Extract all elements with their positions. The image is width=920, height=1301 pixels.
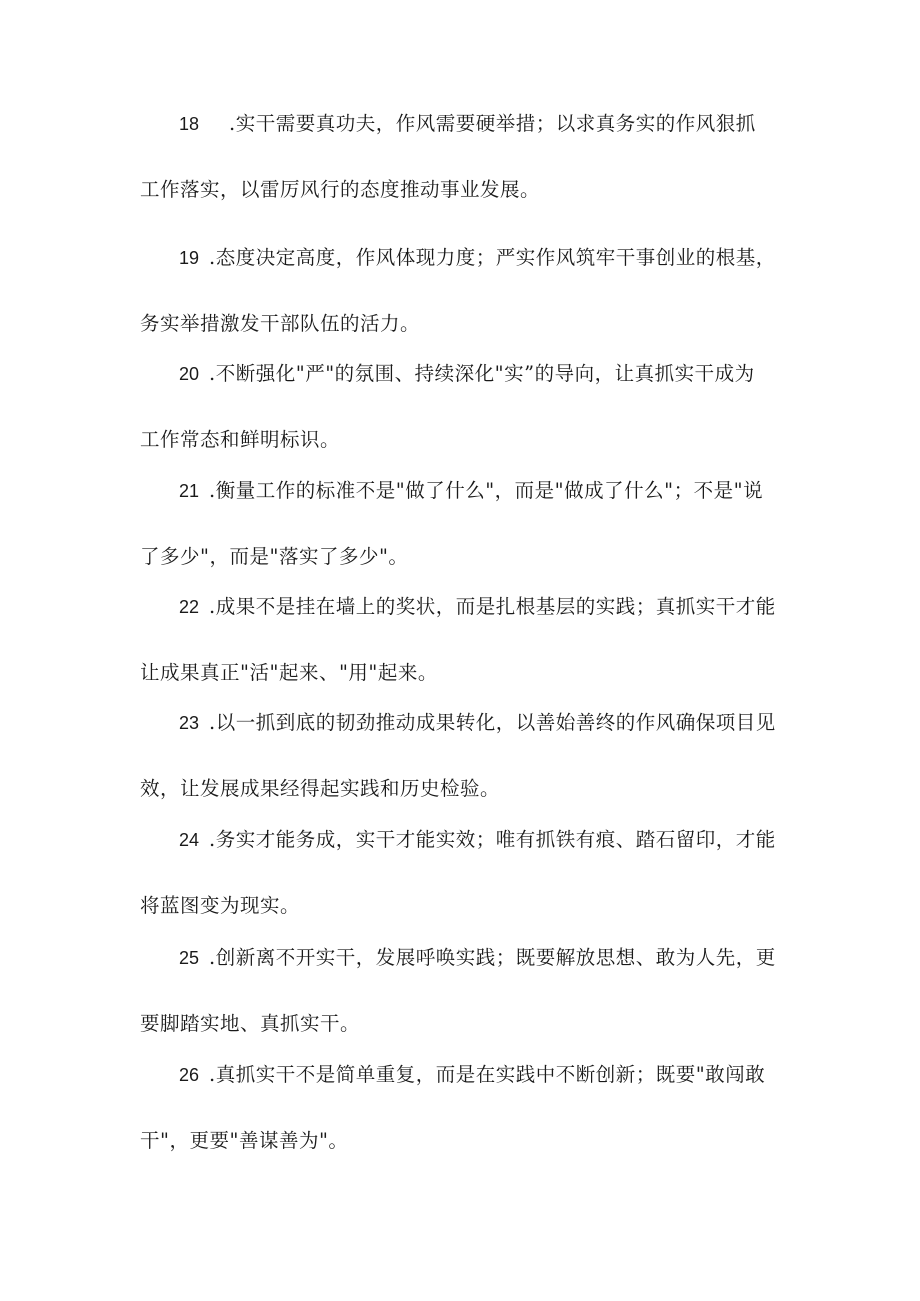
item-text: .务实才能务成，实干才能实效；唯有抓铁有痕、踏石留印，才能 [209,828,776,851]
item-first-line [140,244,785,272]
item-text: .不断强化"严"的氛围、持续深化"实”的导向，让真抓实干成为 [209,362,755,385]
list-item [140,477,785,571]
item-first-line [140,826,785,854]
item-continuation: 让成果真正"活"起来、"用"起来。 [140,661,438,684]
item-continuation: 效，让发展成果经得起实践和历史检验。 [140,777,501,800]
item-first-line [140,477,785,505]
item-first-line [140,360,785,388]
list-item [140,709,785,803]
list-item [140,826,785,920]
item-number: 22 [179,597,200,617]
item-text: .态度决定高度，作风体现力度；严实作风筑牢干事创业的根基， [209,246,776,269]
item-first-line [140,709,785,737]
list-item [140,944,785,1038]
list-item [140,244,785,338]
list-item [140,110,785,204]
item-first-line [140,593,785,621]
item-number: 24 [179,830,200,850]
item-number: 19 [179,248,200,268]
item-continuation: 务实举措激发干部队伍的活力。 [140,312,421,335]
item-continuation: 工作常态和鲜明标识。 [140,428,341,451]
item-continuation: 要脚踏实地、真抓实干。 [140,1012,361,1035]
item-number: 20 [179,364,200,384]
item-text: .以一抓到底的韧劲推动成果转化，以善始善终的作风确保项目见 [209,711,776,734]
item-continuation: 工作落实，以雷厉风行的态度推动事业发展。 [140,178,541,201]
item-continuation: 干"，更要"善谋善为"。 [140,1129,349,1152]
item-continuation: 了多少"，而是"落实了多少"。 [140,545,409,568]
item-number: 21 [179,481,200,501]
list-item [140,360,785,454]
item-text: .衡量工作的标准不是"做了什么"，而是"做成了什么"；不是"说 [209,479,764,502]
list-item [140,1061,785,1155]
item-text: .创新离不开实干，发展呼唤实践；既要解放思想、敢为人先，更 [209,946,776,969]
item-text: .实干需要真功夫，作风需要硬举措；以求真务实的作风狠抓 [229,112,756,135]
item-first-line [140,1061,785,1089]
item-number: 18 [179,114,200,134]
item-number: 26 [179,1065,200,1085]
item-text: .真抓实干不是简单重复，而是在实践中不断创新；既要"敢闯敢 [209,1063,766,1086]
item-text: .成果不是挂在墙上的奖状，而是扎根基层的实践；真抓实干才能 [209,595,776,618]
item-number: 23 [179,713,200,733]
item-number: 25 [179,948,200,968]
list-item [140,593,785,687]
item-first-line [140,110,785,138]
item-continuation: 将蓝图变为现实。 [140,894,301,917]
item-first-line [140,944,785,972]
